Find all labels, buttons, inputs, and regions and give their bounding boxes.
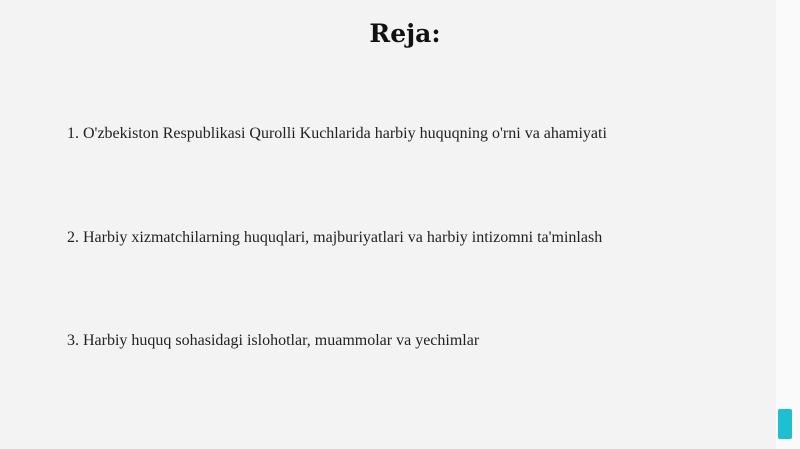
slide-title: Reja: [369,19,441,48]
scrollbar-track[interactable] [776,0,800,449]
plan-item-1: 1. O'zbekiston Respublikasi Qurolli Kuchlarida harbiy huquqning o'rni va ahamiyati [67,125,607,142]
plan-item-2: 2. Harbiy xizmatchilarning huquqlari, majburiyatlari va harbiy intizomni ta'minlash [67,229,603,246]
plan-item-3: 3. Harbiy huquq sohasidagi islohotlar, muammolar va yechimlar [67,332,480,349]
scrollbar-thumb[interactable] [778,409,792,439]
